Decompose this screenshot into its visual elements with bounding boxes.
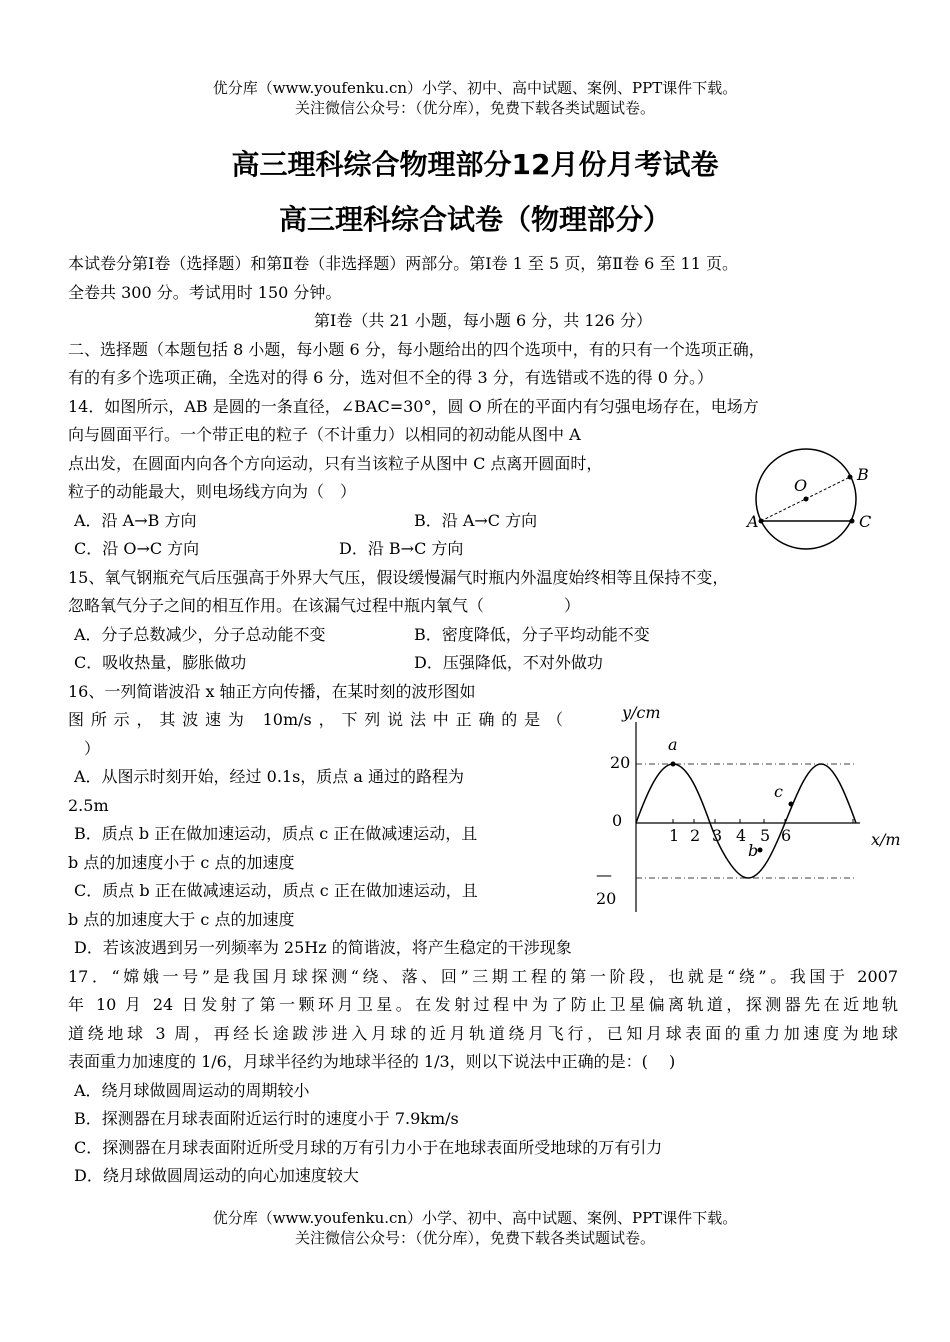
q14-line: 向与圆面平行。一个带正电的粒子（不计重力）以相同的初动能从图中 A (68, 425, 581, 444)
q17-option-a[interactable]: A．绕月球做圆周运动的周期较小 (74, 1080, 310, 1100)
footer-line-1: 优分库（www.youfenku.cn）小学、初中、高中试题、案例、PPT课件下载。 (212, 1209, 738, 1227)
q16-line: 16、一列简谐波沿 x 轴正方向传播，在某时刻的波形图如 (68, 681, 476, 701)
x-tick-label: 3 (712, 826, 723, 845)
question-15 (68, 564, 898, 678)
q14-circle-figure (742, 446, 882, 556)
q16-option-c[interactable]: C．质点 b 正在做减速运动，质点 c 正在做加速运动，且 (74, 881, 478, 900)
y-tick-0: 0 (612, 811, 623, 830)
point-b (758, 848, 763, 853)
section-title: 第Ⅰ卷（共 21 小题，每小题 6 分，共 126 分） (314, 311, 652, 330)
q17-option-d[interactable]: D．绕月球做圆周运动的向心加速度较大 (74, 1166, 359, 1185)
intro-line: 本试卷分第Ⅰ卷（选择题）和第Ⅱ卷（非选择题）两部分。第Ⅰ卷 1 至 5 页，第Ⅱ卷 6 至 11 页。 (68, 254, 738, 273)
q16-line: ） (68, 738, 101, 758)
q16-option-a[interactable]: A．从图示时刻开始，经过 0.1s，质点 a 通过的路程为 (74, 767, 465, 786)
point-o (804, 497, 809, 502)
point-c (789, 802, 794, 807)
q15-line: 忽略氧气分子之间的相互作用。在该漏气过程中瓶内氧气（ ） (68, 596, 581, 615)
q17-line: 道绕地球 3 周，再经长途跋涉进入月球的近月轨道绕月飞行，已知月球表面的重力加速度为地球 (68, 1023, 898, 1043)
q14-line: 粒子的动能最大，则电场线方向为（ ） (68, 482, 357, 501)
wave-curve (636, 764, 856, 878)
q14-option-d[interactable]: D．沿 B→C 方向 (339, 539, 464, 558)
label-a: a (668, 735, 678, 754)
q15-options-row (68, 649, 898, 678)
section-desc-line: 有的有多个选项正确，全选对的得 6 分，选对但不全的得 3 分，有选错或不选的得 0 分。） (68, 368, 714, 387)
sub-title: 高三理科综合试卷（物理部分） (278, 203, 671, 236)
q17-line: 年 10 月 24 日发射了第一颗环月卫星。在发射过程中为了防止卫星偏离轨道，探测器先在近地轨 (68, 995, 898, 1014)
header-line-2: 关注微信公众号：（优分库），免费下载各类试题试卷。 (294, 99, 655, 117)
x-tick-label: 1 (669, 826, 680, 845)
main-title: 高三理科综合物理部分12月份月考试卷 (231, 148, 719, 181)
question-17 (68, 963, 898, 1191)
q14-option-b[interactable]: B．沿 A→C 方向 (414, 510, 538, 530)
q16-option-d[interactable]: D．若该波遇到另一列频率为 25Hz 的简谐波，将产生稳定的干涉现象 (74, 938, 572, 957)
q14-line: 点出发，在圆面内向各个方向运动，只有当该粒子从图中 C 点离开圆面时， (68, 453, 603, 473)
q16-option-c-cont: b 点的加速度大于 c 点的加速度 (68, 909, 295, 929)
x-axis-label: x/m (871, 830, 901, 849)
intro-line: 全卷共 300 分。考试用时 150 分钟。 (68, 282, 342, 302)
label-b: B (857, 465, 869, 484)
label-b: b (748, 841, 759, 860)
x-tick-label: 2 (690, 826, 701, 845)
q17-line: 17．“嫦娥一号”是我国月球探测“绕、落、回”三期工程的第一阶段，也就是“绕”。我国于 2007 (68, 966, 898, 986)
point-a (759, 519, 764, 524)
q14-option-a[interactable]: A．沿 A→B 方向 (74, 510, 197, 530)
x-tick-label: 6 (781, 826, 792, 845)
label-c: c (774, 782, 783, 801)
x-tick-label: 5 (760, 826, 771, 845)
page-footer (0, 1208, 950, 1248)
section-desc-line: 二、选择题（本题包括 8 小题，每小题 6 分，每小题给出的四个选项中，有的只有一个选项正确， (68, 339, 765, 359)
footer-line-2: 关注微信公众号：（优分库），免费下载各类试题试卷。 (294, 1229, 655, 1247)
y-tick-20: 20 (610, 753, 631, 772)
q14-option-c[interactable]: C．沿 O→C 方向 (74, 539, 200, 558)
q15-option-b[interactable]: B．密度降低，分子平均动能不变 (414, 624, 650, 644)
label-c: C (859, 512, 872, 531)
label-a: A (747, 512, 759, 531)
point-a (671, 762, 676, 767)
q17-option-c[interactable]: C．探测器在月球表面附近所受月球的万有引力小于在地球表面所受地球的万有引力 (74, 1137, 663, 1157)
page-header (0, 78, 950, 118)
q16-option-b[interactable]: B．质点 b 正在做加速运动，质点 c 正在做减速运动，且 (74, 824, 478, 843)
x-tick-label: 4 (736, 826, 747, 845)
y-tick-neg-sign: — (596, 865, 612, 884)
q16-option-a-cont: 2.5m (68, 795, 109, 815)
q17-line: 表面重力加速度的 1/6，月球半径约为地球半径的 1/3，则以下说法中正确的是：( ) (68, 1052, 676, 1071)
y-tick-neg20: 20 (596, 889, 617, 908)
q15-options-row (68, 621, 898, 650)
y-axis-label: y/cm (622, 703, 661, 722)
point-c (850, 519, 855, 524)
q16-line: 图所示，其波速为 10m/s，下列说法中正确的是（ (68, 710, 563, 729)
q16-option-b-cont: b 点的加速度小于 c 点的加速度 (68, 852, 295, 872)
q15-option-d[interactable]: D．压强降低，不对外做功 (414, 653, 603, 672)
q16-wave-graph (588, 700, 908, 918)
q15-line: 15、氧气钢瓶充气后压强高于外界大气压，假设缓慢漏气时瓶内外温度始终相等且保持不变， (68, 567, 729, 587)
point-b (848, 475, 853, 480)
q15-option-c[interactable]: C．吸收热量，膨胀做功 (74, 653, 247, 672)
label-o: O (794, 476, 808, 495)
q17-option-b[interactable]: B．探测器在月球表面附近运行时的速度小于 7.9km/s (74, 1109, 459, 1128)
header-line-1: 优分库（www.youfenku.cn）小学、初中、高中试题、案例、PPT课件下载。 (212, 79, 738, 97)
q14-line: 14．如图所示，AB 是圆的一条直径，∠BAC=30°，圆 O 所在的平面内有匀强电场存在，电场方 (68, 396, 759, 416)
q15-option-a[interactable]: A．分子总数减少，分子总动能不变 (74, 624, 326, 644)
